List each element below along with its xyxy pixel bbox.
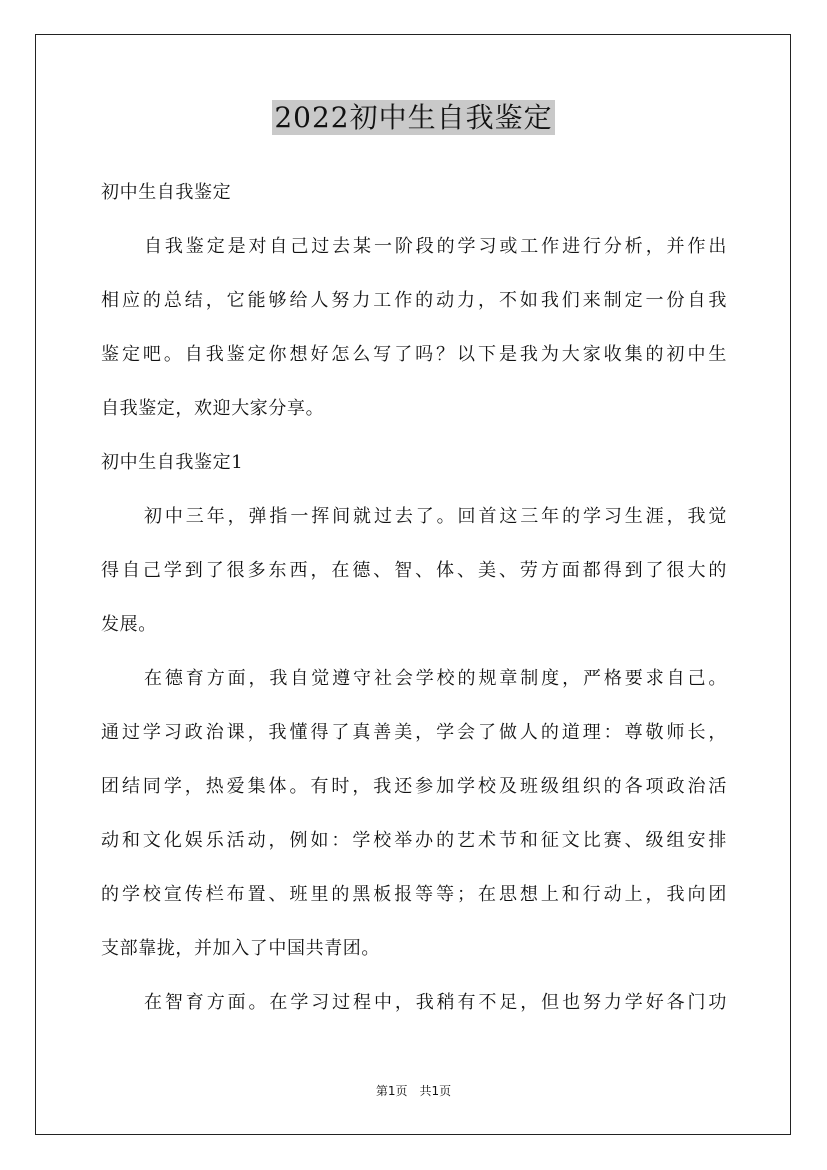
paragraph-line: 支部靠拢，并加入了中国共青团。 (101, 938, 380, 959)
paragraph (101, 500, 727, 642)
paragraph-line: 发展。 (101, 614, 157, 635)
paragraph (101, 662, 727, 966)
paragraph-line: 自我鉴定，欢迎大家分享。 (101, 398, 325, 419)
page-footer: 第1页 共1页 (375, 1084, 452, 1098)
paragraph-line: 动和文化娱乐活动，例如：学校举办的艺术节和征文比赛、级组安排 (101, 830, 727, 851)
paragraph-line: 自我鉴定是对自己过去某一阶段的学习或工作进行分析，并作出 (144, 236, 727, 257)
section-heading: 初中生自我鉴定1 (101, 452, 244, 473)
paragraph-line: 通过学习政治课，我懂得了真善美，学会了做人的道理：尊敬师长， (101, 722, 727, 743)
paragraph-line: 相应的总结，它能够给人努力工作的动力，不如我们来制定一份自我 (101, 290, 727, 311)
paragraph-line: 在智育方面。在学习过程中，我稍有不足，但也努力学好各门功 (144, 992, 727, 1013)
document-title (0, 98, 827, 138)
paragraph (101, 230, 727, 426)
document-title-text: 2022初中生自我鉴定 (274, 101, 553, 134)
paragraph-line: 初中三年，弹指一挥间就过去了。回首这三年的学习生涯，我觉 (144, 506, 727, 527)
paragraph-line: 得自己学到了很多东西，在德、智、体、美、劳方面都得到了很大的 (101, 560, 727, 581)
paragraph (101, 986, 727, 1020)
document-body (101, 176, 727, 1040)
paragraph-line: 鉴定吧。自我鉴定你想好怎么写了吗？以下是我为大家收集的初中生 (101, 344, 727, 365)
section-heading: 初中生自我鉴定 (101, 182, 232, 203)
paragraph-line: 的学校宣传栏布置、班里的黑板报等等；在思想上和行动上，我向团 (101, 884, 727, 905)
paragraph-line: 在德育方面，我自觉遵守社会学校的规章制度，严格要求自己。 (144, 668, 727, 689)
paragraph-line: 团结同学，热爱集体。有时，我还参加学校及班级组织的各项政治活 (101, 776, 727, 797)
